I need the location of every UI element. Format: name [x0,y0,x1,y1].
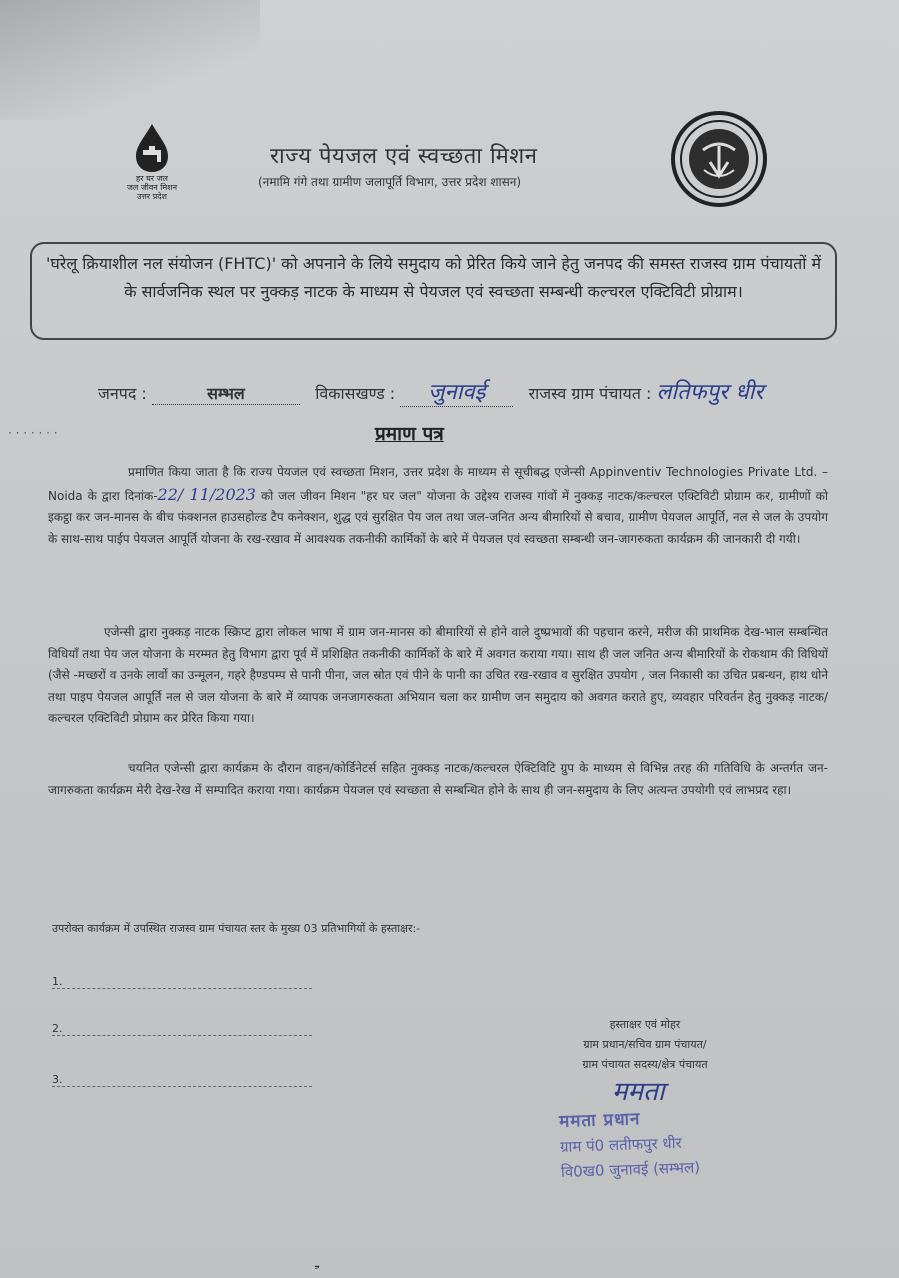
body-paragraph-3: चयनित एजेन्सी द्वारा कार्यक्रम के दौरान वाहन/कोर्डिनेटर्स सहित नुक्कड़ नाटक/कल्चरल ऐक्टिविटि ग्रुप के माध्यम से विभिन्न तरह की गतिविधि के अन्तर्गत जन-जागरुकता कार्यक्रम मेरी देख-रेख में सम्पादित कराया गया। कार्यक्रम पेयजल एवं स्वच्छता से सम्बन्धित होने के साथ ही जन-समुदाय के लिए अत्यन्त उपयोगी एवं लाभप्रद रहा। [48,761,828,797]
signatory-line-3: 3. [52,1073,312,1087]
vikaskhand-value: जुनावई [400,376,513,407]
up-state-emblem [670,110,768,208]
handwritten-signature: ममता [612,1077,665,1107]
program-date: 22/ 11/2023 [157,484,256,504]
bottom-mark: ـِ [315,1255,320,1271]
signatory-line-1: 1. [52,975,312,989]
program-banner: 'घरेलू क्रियाशील नल संयोजन (FHTC)' को अपनाने के लिये समुदाय को प्रेरित किये जाने हेतु जनपद की समस्त राजस्व ग्राम पंचायतों में के सार्वजनिक स्थल पर नुक्कड़ नाटक के माध्यम से पेयजल एवं स्वच्छता सम्बन्धी कल्चरल एक्टिविटी प्रोग्राम। [30,242,837,340]
vikaskhand-label: विकासखण्ड : [315,384,396,403]
logo-caption: हर घर जल जल जीवन मिशन उत्तर प्रदेश [126,174,178,201]
certificate-heading: प्रमाण पत्र [375,423,444,445]
janpad-value: सम्भल [152,382,300,405]
janpad-label: जनपद : [98,384,147,403]
body-paragraph-1 [48,462,828,550]
body-paragraph-2: एजेन्सी द्वारा नुक्कड़ नाटक स्क्रिप्ट द्वारा लोकल भाषा में ग्राम जन-मानस को बीमारियों से होने वाले दुष्प्रभावों की पहचान करने, मरीज की प्राथमिक देख-भाल सम्बन्धित विधियाँ तथा पेय जल योजना के मरम्मत हेतु विभाग द्वारा पूर्व में प्रशिक्षित तकनीकी कार्मिकों के बारे में अवगत कराया गया। साथ ही जल जनित अन्य बीमारियों के रोकथाम की विधियों (जैसे -मच्छरों व उनके लार्वो का उन्मूलन, गहरे हैण्डपम्प से पानी पीना, जल स्रोत एवं पीने के पानी का उचित रख-रखाव व सुरक्षित उपयोग , जल निकासी का उचित प्रबन्धन, हाथ धोने तथा पाइप पेयजल आपूर्ति नल से जल योजना के बारे में व्यापक जनजागरुकता अभियान चला कर ग्रामीण जन समुदाय को अवगत कराते हुए, व्यवहार परिवर्तन हेतु नुक्कड़ नाटक/कल्चरल एक्टिविटी प्रोग्राम कर प्रेरित किया गया। [48,625,828,725]
jal-jeevan-mission-logo [112,122,192,207]
p1-text-end: को जल जीवन मिशन "हर घर जल" योजना के उद्देश्य राजस्व गांवों में नुक्कड़ नाटक/कल्चरल एक्टिविटी प्रोग्राम कर, ग्रामीणों को इकट्ठा कर जन-मानस के बीच फंक्शनल हाउसहोल्ड टैप कनेक्शन, शुद्ध एवं सुरक्षित पेय जल तथा जल-जनित अन्य बीमारियों से बचाव, ग्रामीण पेयजल आपूर्ति, नल से जल के उपयोग के साथ-साथ पाईप पेयजल आपूर्ति योजना के रख-रखाव में आवश्यक तकनीकी कार्मिकों के बारे में पेयजल एवं स्वच्छता सम्बन्धी जन-जागरुकता कार्यक्रम की जानकारी दी गयी। [48,488,828,546]
stray-marks: · · · · · · · [8,426,58,440]
sign-designation-2: ग्राम पंचायत सदस्य/क्षेत्र पंचायत [582,1058,708,1071]
gram-panchayat-label: राजस्व ग्राम पंचायत : [528,384,652,403]
sign-label: हस्ताक्षर एवं मोहर [609,1018,681,1031]
stamp-block: वि0ख0 जुनावई (सम्भल) [560,1158,701,1181]
water-drop-tap-icon [130,122,174,174]
signature-block [540,1015,750,1075]
official-stamp [559,1102,791,1185]
page-subtitle: (नमामि गंगे तथा ग्रामीण जलापूर्ति विभाग, उत्तर प्रदेश शासन) [258,175,522,189]
p1-text-start: प्रमाणित किया जाता है कि राज्य पेयजल एवं स्वच्छता मिशन, उत्तर प्रदेश के माध्यम से सूचीबद्ध एजेन्सी Appinventiv Technologies Private Ltd. – Noida के द्वारा दिनांक- [48,465,828,503]
sign-designation-1: ग्राम प्रधान/सचिव ग्राम पंचायत/ [583,1038,707,1051]
location-fields [98,376,888,407]
up-state-emblem-icon [670,110,768,208]
signatories-intro: उपरोक्त कार्यक्रम में उपस्थित राजस्व ग्राम पंचायत स्तर के मुख्य 03 प्रतिभागियों के हस्ताक्षर:- [52,922,421,935]
stamp-village: ग्राम पं0 लतीफपुर धीर [559,1133,683,1157]
signatory-line-2: 2. [52,1022,312,1036]
paper-shadow [0,0,260,120]
gram-panchayat-value: लतिफपुर धीर [656,380,764,405]
stamp-name: ममता प्रधान [558,1109,641,1133]
page-title: राज्य पेयजल एवं स्वच्छता मिशन [270,144,538,169]
